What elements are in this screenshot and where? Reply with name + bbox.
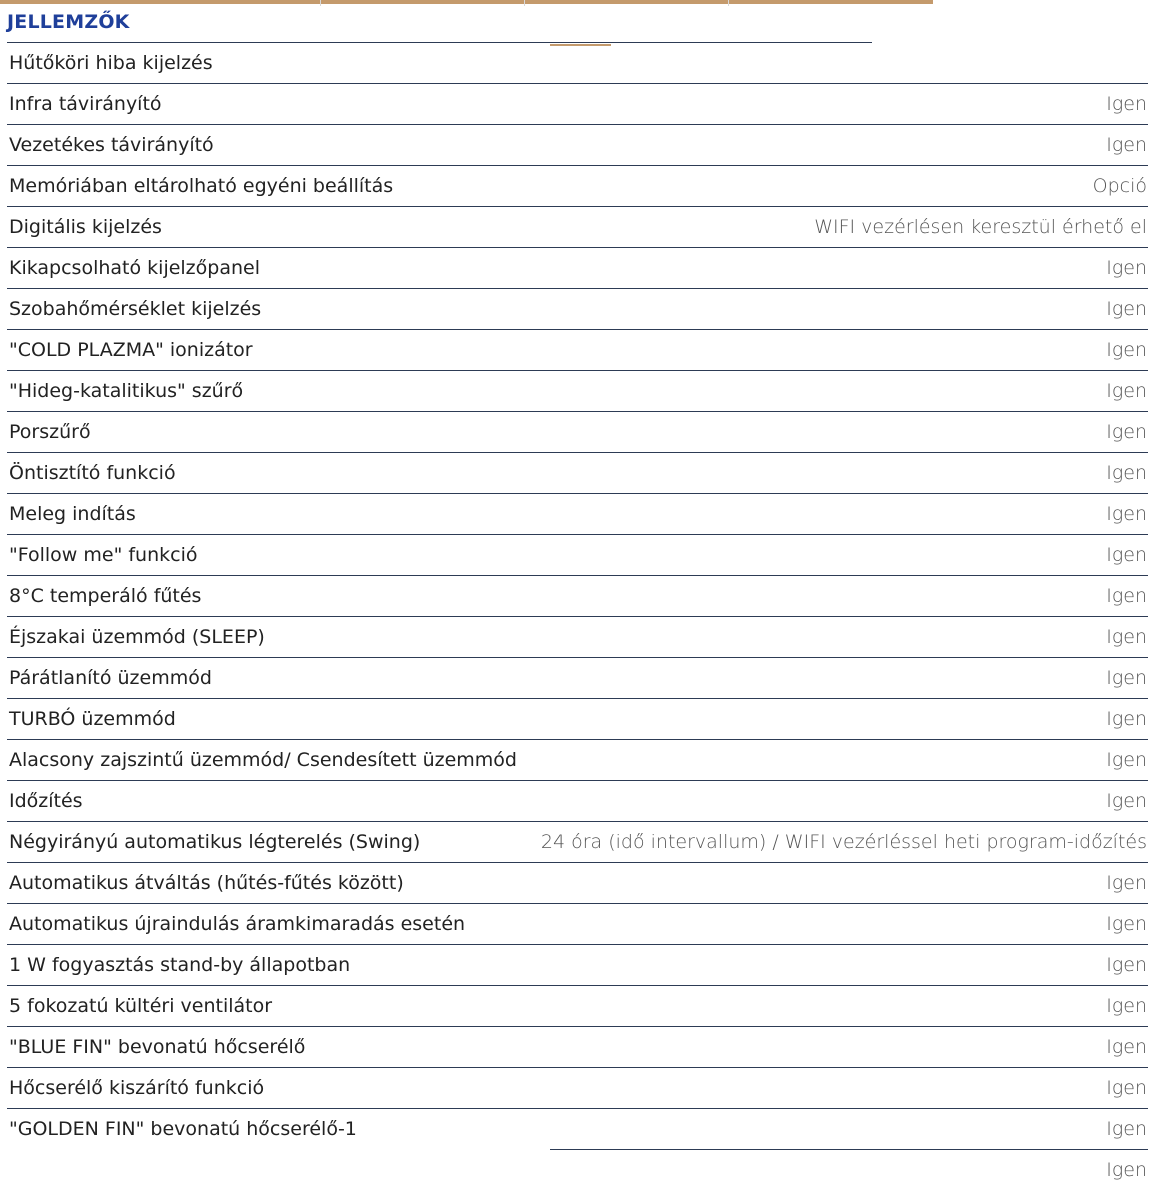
feature-label: Hűtőköri hiba kijelzés xyxy=(9,52,213,74)
feature-label: 8°C temperáló fűtés xyxy=(9,585,202,607)
feature-label: Időzítés xyxy=(9,790,83,812)
feature-value-column xyxy=(527,84,1147,1191)
feature-value: Igen xyxy=(1106,1159,1147,1181)
feature-value: Igen xyxy=(1106,790,1147,812)
tab-divider xyxy=(524,0,525,6)
feature-value: WIFI vezérlésen keresztül érhető el xyxy=(814,216,1147,238)
feature-value: Igen xyxy=(1106,995,1147,1017)
feature-value: Igen xyxy=(1106,339,1147,361)
feature-label: "Follow me" funkció xyxy=(9,544,198,566)
feature-value: Igen xyxy=(1106,93,1147,115)
feature-label: Porszűrő xyxy=(9,421,91,443)
feature-label-column xyxy=(9,43,549,1150)
feature-value: Igen xyxy=(1106,1036,1147,1058)
top-tab-dividers xyxy=(0,0,872,6)
feature-value: Igen xyxy=(1106,749,1147,771)
feature-label: Alacsony zajszintű üzemmód/ Csendesített üzemmód xyxy=(9,749,517,771)
feature-label: 5 fokozatú kültéri ventilátor xyxy=(9,995,273,1017)
feature-label: TURBÓ üzemmód xyxy=(9,708,176,730)
feature-label: Memóriában eltárolható egyéni beállítás xyxy=(9,175,394,197)
feature-value: Igen xyxy=(1106,1118,1147,1140)
feature-label: Automatikus újraindulás áramkimaradás esetén xyxy=(9,913,466,935)
feature-label: Digitális kijelzés xyxy=(9,216,162,238)
feature-label: Meleg indítás xyxy=(9,503,136,525)
feature-label: Öntisztító funkció xyxy=(9,462,176,484)
feature-value: Igen xyxy=(1106,913,1147,935)
accent-mark xyxy=(550,44,611,46)
feature-label: Párátlanító üzemmód xyxy=(9,667,212,689)
feature-value: 24 óra (idő intervallum) / WIFI vezérléssel heti program-időzítés xyxy=(540,831,1147,853)
tab-divider xyxy=(728,0,729,6)
feature-label: "BLUE FIN" bevonatú hőcserélő xyxy=(9,1036,306,1058)
feature-value: Igen xyxy=(1106,585,1147,607)
section-title: JELLEMZŐK xyxy=(7,11,130,33)
feature-label: "GOLDEN FIN" bevonatú hőcserélő-1 xyxy=(9,1118,357,1140)
feature-value: Igen xyxy=(1106,872,1147,894)
feature-value: Igen xyxy=(1106,298,1147,320)
feature-label: Négyirányú automatikus légterelés (Swing) xyxy=(9,831,421,853)
feature-label: 1 W fogyasztás stand-by állapotban xyxy=(9,954,351,976)
feature-value: Igen xyxy=(1106,380,1147,402)
feature-label: "Hideg-katalitikus" szűrő xyxy=(9,380,244,402)
feature-label: Kikapcsolható kijelzőpanel xyxy=(9,257,260,279)
feature-label: Hőcserélő kiszárító funkció xyxy=(9,1077,265,1099)
feature-value: Igen xyxy=(1106,954,1147,976)
feature-label: Éjszakai üzemmód (SLEEP) xyxy=(9,626,265,648)
feature-value: Igen xyxy=(1106,134,1147,156)
feature-value: Igen xyxy=(1106,626,1147,648)
feature-label: "COLD PLAZMA" ionizátor xyxy=(9,339,253,361)
feature-value: Igen xyxy=(1106,257,1147,279)
feature-label: Szobahőmérséklet kijelzés xyxy=(9,298,262,320)
tab-divider xyxy=(320,0,321,6)
feature-value: Igen xyxy=(1106,503,1147,525)
feature-value: Igen xyxy=(1106,667,1147,689)
feature-label: Infra távirányító xyxy=(9,93,162,115)
feature-value: Igen xyxy=(1106,708,1147,730)
feature-label: Vezetékes távirányító xyxy=(9,134,214,156)
feature-value: Igen xyxy=(1106,421,1147,443)
feature-label: Automatikus átváltás (hűtés-fűtés között) xyxy=(9,872,404,894)
feature-value: Opció xyxy=(1092,175,1147,197)
feature-value: Igen xyxy=(1106,462,1147,484)
feature-value: Igen xyxy=(1106,544,1147,566)
feature-value: Igen xyxy=(1106,1077,1147,1099)
